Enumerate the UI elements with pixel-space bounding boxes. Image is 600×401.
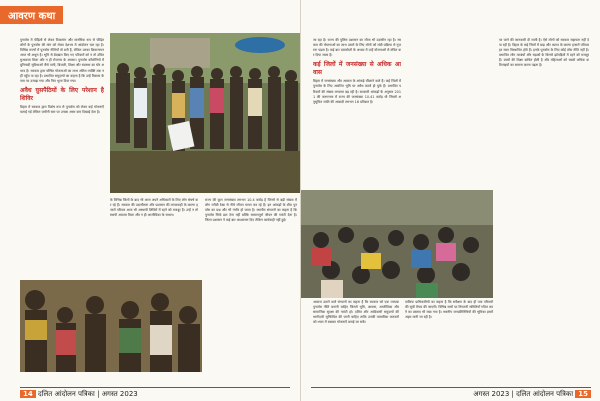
right-footer-title: दलित आंदोलन पत्रिका xyxy=(516,390,574,398)
left-footer-title: दलित आंदोलन पत्रिका xyxy=(37,390,95,398)
section-tag: आवरण कथा xyxy=(0,6,63,24)
crowd-photo xyxy=(110,33,300,193)
left-footer-line xyxy=(20,387,290,388)
right-col1 xyxy=(313,38,401,188)
left-col2-text: के विभिन्न जिलों के बाद भी आज अपने अधिकारों के लिए लोग संघर्ष कर रहे हैं। सरकार की उदासीनता और प्रशासन की लापरवाही के कारण हजारों परिवार आज भी अस्थायी शिविरों में रहने को मजबूर हैं। उन्हें न तो स्थायी आवास मिला और न ही आजीविका के साधन। xyxy=(110,198,198,218)
right-col4-text: वाकिफ प्राधिकारियों का कहना है कि सर्वेक्षण के बाद ही पात्र परिवारों की सूची तैयार की जाएगी। विभिन्न स्तरों पर निगरानी समितियाँ गठित करने का प्रस्ताव भी रखा गया है। स्थानीय जनप्रतिनिधियों की भूमिका इसमें अहम मानी जा रही है। xyxy=(405,300,493,320)
left-footer: 14 दलित आंदोलन पत्रिका | अगस्त 2023 xyxy=(20,390,138,399)
left-footer-month: अगस्त 2023 xyxy=(101,390,138,398)
left-col1-text: पुनर्वास में पीड़ितों से लेकर विकलांग और मानसिक रूप से पीड़ित लोगों के पुनर्वास की मांग को लेकर देशभर में आंदोलन चल रहा है। विभिन्न राज्यों में पुनर्वास नीतियाँ तो बनी हैं, लेकिन उनका क्रियान्वयन आज भी अधूरा है। भूमि से बेदखल किए गए परिवारों को न तो उचित मुआवजा मिला और न ही रोजगार के अवसर। पुनर्वास कॉलोनियों में बुनियादी सुविधाओं जैसे पानी, बिजली, शिक्षा और स्वास्थ्य का घोर अभाव है। सरकार द्वारा घोषित योजनाओं का लाभ अंतिम व्यक्ति तक नहीं पहुँच पा रहा है। प्रभावित समुदायों का कहना है कि उन्हें विकास के नाम पर उजाड़ा गया और फिर भुला दिया गया। xyxy=(20,38,104,83)
right-footer-month: अगस्त 2023 xyxy=(473,390,510,398)
left-col1-text2: बिहार में सरकार द्वारा विशेष रूप से पुनर्वास को लेकर कई योजनाएँ चलाई गईं लेकिन जमीनी स्तर पर उनका असर कम दिखाई देता है। xyxy=(20,104,104,114)
meeting-photo xyxy=(20,280,202,372)
right-page-number: 15 xyxy=(575,390,591,398)
right-col3-text: आवाज उठाने वाले संगठनों का कहना है कि सरकार को एक व्यापक पुनर्वास नीति बनानी चाहिए जिसमें भूमि, आवास, आजीविका और सामाजिक सुरक्षा की गारंटी हो। दलित और आदिवासी समुदायों की भागीदारी सुनिश्चित की जानी चाहिए ताकि उनकी वास्तविक जरूरतों को ध्यान में रखकर योजनाएँ बनाई जा सकें। xyxy=(313,300,399,325)
right-col3 xyxy=(313,300,399,370)
right-col2-text: पर जाने की जानकारी दी जाती है। ऐसे लोगों को सरकार सहायता नहीं दे पा रही है। बिहार के कई जिलों में बाढ़ और कटाव के कारण हजारों परिवार हर साल विस्थापित होते हैं। इनके पुनर्वास के लिए कोई ठोस नीति नहीं है। प्रभावित लोग तटबंधों और सड़कों के किनारे झोपड़ियों में रहने को मजबूर हैं। बच्चों की शिक्षा बाधित होती है और महिलाओं को सबसे अधिक कठिनाइयों का सामना करना पड़ता है। xyxy=(499,38,589,68)
left-col1 xyxy=(20,38,104,238)
left-col2 xyxy=(110,198,198,278)
right-col4 xyxy=(405,300,493,370)
right-page xyxy=(300,0,600,401)
right-col1-text2: बिहार में जनसंख्या और आवास के आंकड़े चौंकाने वाले हैं। कई जिलों में पुनर्वास के लिए आवंटित भूमि पर अवैध कब्जे हो चुके हैं। प्रभावित परिवारों की संख्या लगातार बढ़ रही है। सरकारी आंकड़ों के अनुसार 2011 की जनगणना में राज्य की जनसंख्या 10.41 करोड़ थी जिसमें अनुसूचित जाति की आबादी लगभग 16 प्रतिशत है। xyxy=(313,79,401,104)
left-col3 xyxy=(205,198,297,368)
left-page-number: 14 xyxy=(20,390,36,398)
right-col1-text: जा रहा है। राज्य की पुलिस प्रशासन का रवैया भी उदासीन रहा है। सरकार की योजनाओं का लाभ उठाने के लिए लोगों को लंबी प्रक्रिया से गुजरना पड़ता है। कई बार दस्तावेजों के अभाव में उन्हें योजनाओं से वंचित कर दिया जाता है। xyxy=(313,38,401,58)
right-footer: अगस्त 2023 | दलित आंदोलन पत्रिका 15 xyxy=(473,390,591,399)
gathering-photo xyxy=(301,190,493,298)
right-col1-subhead: कई जिलों में जनसंख्या से अधिक आवास xyxy=(313,61,401,77)
right-col2 xyxy=(499,38,589,278)
right-footer-line xyxy=(311,387,591,388)
left-col1-subhead: अवैध घुसपैठियों के लिए परेशान है शिविर xyxy=(20,86,104,102)
left-col3-text: राज्य की कुल जनसंख्या लगभग 10.4 करोड़ है जिनमें से बड़ी संख्या में लोग गरीबी रेखा से नीचे जीवन यापन कर रहे हैं। इन आंकड़ों के बीच पुनर्वास का प्रश्न और भी गंभीर हो जाता है। स्थानीय संगठनों का कहना है कि पुनर्वास सिर्फ छत देना नहीं बल्कि सम्मानपूर्ण जीवन की गारंटी देना है। जिला प्रशासन ने कई बार आश्वासन दिए लेकिन कार्यवाही नहीं हुई। xyxy=(205,198,297,223)
